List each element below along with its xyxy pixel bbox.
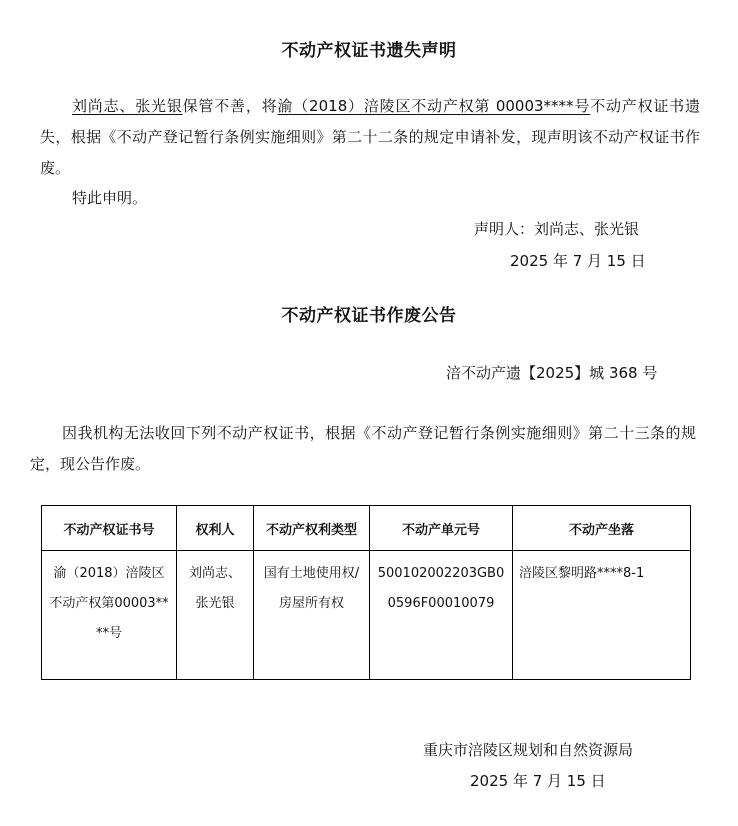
header-owner: 权利人	[177, 506, 254, 551]
declaration-date: 2025 年 7 月 15 日	[510, 252, 646, 270]
owner-names: 刘尚志、张光银	[72, 97, 183, 115]
header-unit-number: 不动产单元号	[370, 506, 513, 551]
cell-owner: 刘尚志、张光银	[177, 551, 254, 680]
header-cert-number: 不动产权证书号	[42, 506, 177, 551]
declaration-text-1: 保管不善，将	[182, 97, 278, 115]
issuer: 重庆市涪陵区规划和自然资源局	[423, 741, 634, 759]
cell-right-type: 国有土地使用权/房屋所有权	[254, 551, 370, 680]
cell-unit-number: 500102002203GB00596F00010079	[370, 551, 513, 680]
announcement-date: 2025 年 7 月 15 日	[470, 772, 606, 790]
header-right-type: 不动产权利类型	[254, 506, 370, 551]
table-row	[42, 551, 691, 680]
declaration-title: 不动产权证书遗失声明	[281, 41, 457, 61]
announcement-ref-number: 涪不动产遗【2025】城 368 号	[446, 364, 658, 382]
declaration-closing: 特此申明。	[72, 189, 148, 207]
cell-cert-number: 渝（2018）涪陵区不动产权第00003****号	[42, 551, 177, 680]
certificate-table	[41, 505, 691, 680]
announcement-body: 因我机构无法收回下列不动产权证书，根据《不动产登记暂行条例实施细则》第二十三条的规定，现公告作废。	[30, 424, 696, 473]
certificate-number: 渝（2018）涪陵区不动产权第 00003****号	[277, 97, 591, 115]
table-header-row	[42, 506, 691, 551]
declarant: 声明人：刘尚志、张光银	[474, 220, 640, 238]
header-location: 不动产坐落	[513, 506, 691, 551]
cell-location: 涪陵区黎明路****8-1	[513, 551, 691, 680]
declaration-paragraph	[40, 91, 700, 184]
announcement-title: 不动产权证书作废公告	[281, 306, 457, 326]
declaration-text-2: 不动产权证书遗失，根据《不动产登记暂行条例实施细则》第二十二条的规定申请补发，现声明该不动产权证书作废。	[40, 97, 700, 177]
